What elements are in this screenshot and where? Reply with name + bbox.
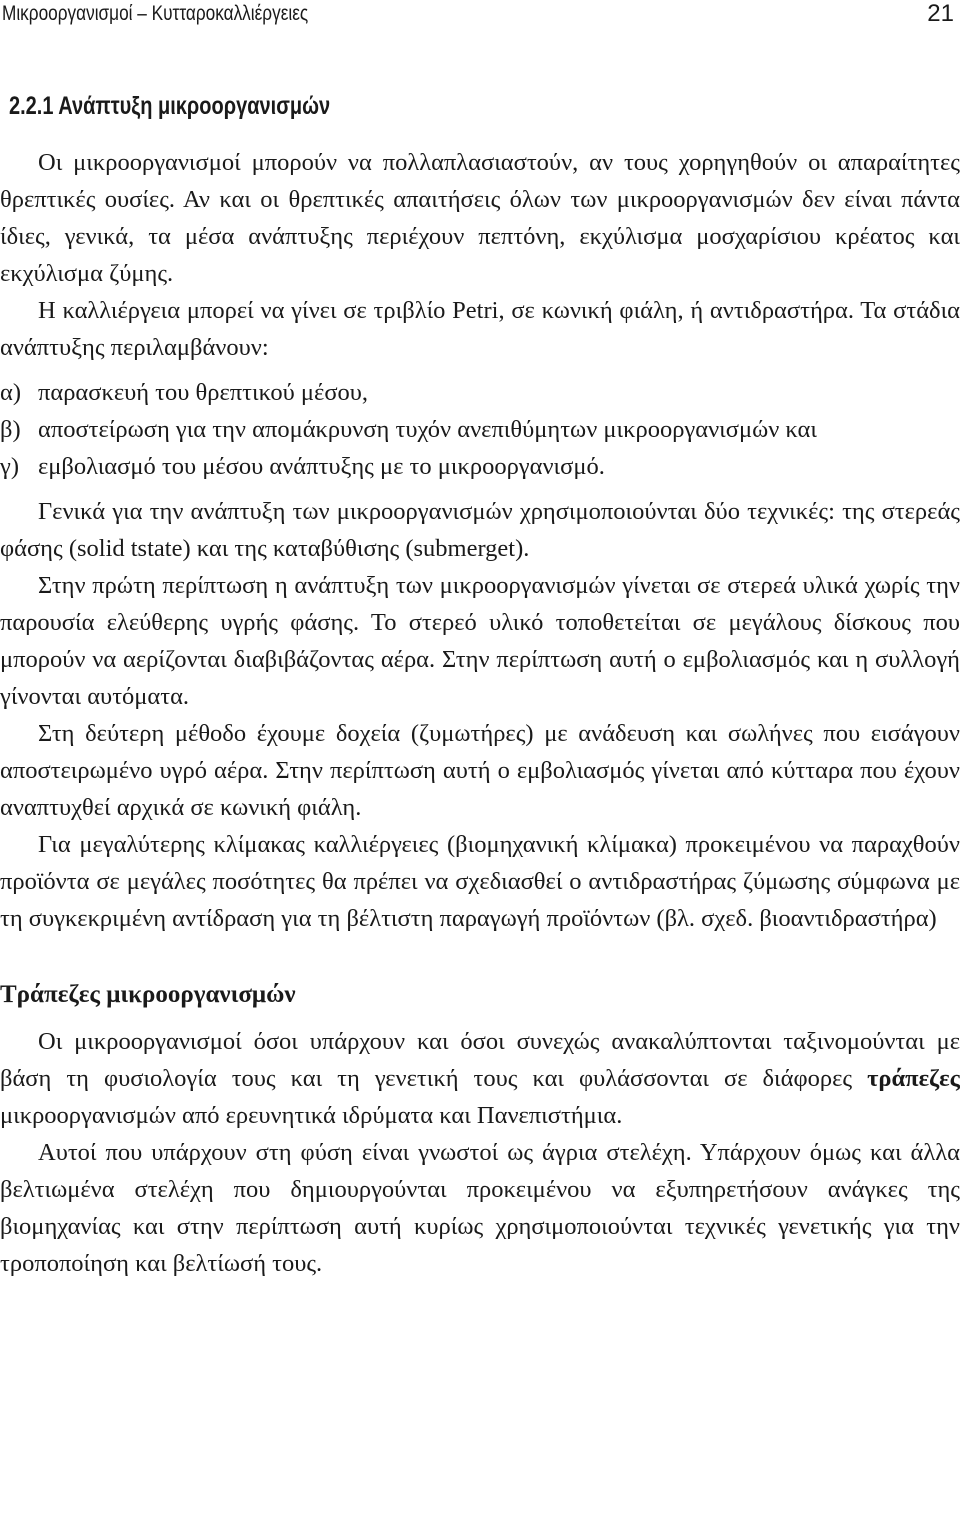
body-text <box>0 144 960 1282</box>
running-header <box>0 0 960 40</box>
paragraph-submerged: Στη δεύτερη μέθοδο έχουμε δοχεία (ζυμωτήρες) με ανάδευση και σωλήνες που εισάγουν αποστειρωμένο υγρό αέρα. Στην περίπτωση αυτή ο εμβολιασμός γίνεται από κύτταρα που έχουν αναπτυχθεί αρχικά σε κωνική φιάλη. <box>0 720 960 821</box>
paragraph-banks-start: Οι μικροοργανισμοί όσοι υπάρχουν και όσοι συνεχώς ανακαλύπτονται ταξινομούνται με βάση τη φυσιολογία τους και τη γενετική τους και φυλάσσονται σε διάφορες <box>0 1028 960 1092</box>
subsection-heading: Τράπεζες μικροοργανισμών <box>0 981 296 1008</box>
running-header-title: Μικροοργανισμοί – Κυτταροκαλλιέργειες <box>2 2 309 25</box>
page-number: 21 <box>927 0 954 27</box>
paragraph-techniques: Γενικά για την ανάπτυξη των μικροοργανισμών χρησιμοποιούνται δύο τεχνικές: της στερεάς φάσης (solid tstate) και της καταβύθισης (submerget). <box>0 498 960 562</box>
list-item-text: εμβολιασμό του μέσου ανάπτυξης με το μικροοργανισμό. <box>38 453 605 480</box>
paragraph-banks <box>0 1023 960 1134</box>
growth-stages-list <box>0 374 960 485</box>
list-item <box>0 374 960 411</box>
list-marker: γ) <box>0 453 19 480</box>
paragraph-banks-end: μικροοργανισμών από ερευνητικά ιδρύματα και Πανεπιστήμια. <box>0 1102 623 1129</box>
paragraph-solid-state: Στην πρώτη περίπτωση η ανάπτυξη των μικροοργανισμών γίνεται σε στερεά υλικά χωρίς την παρουσία ελεύθερης υγρής φάσης. Το στερεό υλικό τοποθετείται σε μεγάλους δίσκους που μπορούν να αερίζονται διαβιβάζοντας αέρα. Στην περίπτωση αυτή ο εμβολιασμός και η συλλογή γίνονται αυτόματα. <box>0 572 960 710</box>
list-marker: β) <box>0 416 21 443</box>
paragraph-intro: Οι μικροοργανισμοί μπορούν να πολλαπλασιαστούν, αν τους χορηγηθούν οι απαραίτητες θρεπτικές ουσίες. Αν και οι θρεπτικές απαιτήσεις όλων των μικροοργανισμών δεν είναι πάντα ίδιες, γενικά, τα μέσα ανάπτυξης περιέχουν πεπτόνη, εκχύλισμα μοσχαρίσιου κρέατος και εκχύλισμα ζύμης. <box>0 149 960 287</box>
keyword-banks: τράπεζες <box>867 1065 960 1092</box>
list-item-text: παρασκευή του θρεπτικού μέσου, <box>38 379 369 406</box>
list-item <box>0 411 960 448</box>
paragraph-culture-vessels: Η καλλιέργεια μπορεί να γίνει σε τριβλίο Petri, σε κωνική φιάλη, ή αντιδραστήρα. Τα στάδια ανάπτυξης περιλαμβάνουν: <box>0 297 960 361</box>
section-heading: 2.2.1 Ανάπτυξη μικροοργανισμών <box>9 92 331 120</box>
list-item-text: αποστείρωση για την απομάκρυνση τυχόν ανεπιθύμητων μικροοργανισμών και <box>38 416 817 443</box>
list-item <box>0 448 960 485</box>
paragraph-strains: Αυτοί που υπάρχουν στη φύση είναι γνωστοί ως άγρια στελέχη. Υπάρχουν όμως και άλλα βελτιωμένα στελέχη που δημιουργούνται προκειμένου να εξυπηρετήσουν ανάγκες της βιομηχανίας και στην περίπτωση αυτή κυρίως χρησιμοποιούνται τεχνικές γενετικής για την τροποποίηση και βελτίωσή τους. <box>0 1139 960 1277</box>
list-marker: α) <box>0 379 21 406</box>
paragraph-industrial-scale: Για μεγαλύτερης κλίμακας καλλιέργειες (βιομηχανική κλίμακα) προκειμένου να παραχθούν προϊόντα σε μεγάλες ποσότητες θα πρέπει να σχεδιασθεί ο αντιδραστήρας ζύμωσης σύμφωνα με τη συγκεκριμένη αντίδραση για τη βέλτιστη παραγωγή προϊόντων (βλ. σχεδ. βιοαντιδραστήρα) <box>0 831 960 932</box>
